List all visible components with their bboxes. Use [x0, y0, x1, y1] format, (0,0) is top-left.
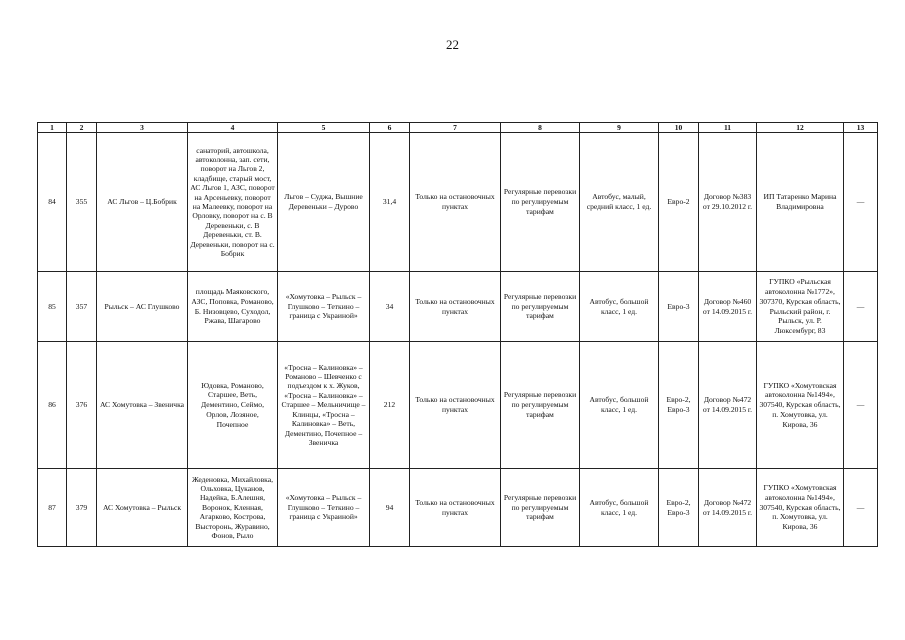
note: —: [844, 272, 878, 342]
route-streets: «Хомутовка – Рыльск – Глушково – Теткино – граница с Украиной»: [278, 469, 370, 547]
eco-class: Евро-2: [659, 133, 699, 272]
route-stops: площадь Маяковского, АЗС, Поповка, Романово, Б. Низовцево, Суходол, Ржава, Шагарово: [188, 272, 278, 342]
column-header: 11: [699, 123, 757, 133]
route-streets: «Тросна – Калиновка» – Романово – Шевченко с подъездом к х. Жуков, «Тросна – Калиновка» – Старшее – Мельничище – Клинцы, «Тросна – Калиновка» – Веть, Дементино, Почепное – Звеничка: [278, 342, 370, 469]
route-name: Рыльск – АС Глушково: [97, 272, 188, 342]
vehicles: Автобус, большой класс, 1 ед.: [580, 342, 659, 469]
eco-class: Евро-2, Евро-3: [659, 469, 699, 547]
column-header: 6: [370, 123, 410, 133]
eco-class: Евро-2, Евро-3: [659, 342, 699, 469]
column-header: 10: [659, 123, 699, 133]
transport-type: Регулярные перевозки по регулируемым тарифам: [501, 272, 580, 342]
header-row: [38, 123, 878, 133]
table-row: [38, 272, 878, 342]
boarding-procedure: Только на остановочных пунктах: [410, 469, 501, 547]
carrier: ИП Татаренко Марина Владимировна: [757, 133, 844, 272]
contract: Договор №472 от 14.09.2015 г.: [699, 469, 757, 547]
route-name: АС Льгов – Ц.Бобрик: [97, 133, 188, 272]
vehicles: Автобус, большой класс, 1 ед.: [580, 469, 659, 547]
route-length: 94: [370, 469, 410, 547]
boarding-procedure: Только на остановочных пунктах: [410, 133, 501, 272]
row-number: 84: [38, 133, 67, 272]
route-stops: Жеденовка, Михайловка, Ольховка, Цуканов, Надейка, Б.Алешня, Воронок, Кленная, Агарково, Кострова, Высторонь, Журавино, Фонов, Рыло: [188, 469, 278, 547]
table-row: [38, 133, 878, 272]
route-length: 34: [370, 272, 410, 342]
note: —: [844, 133, 878, 272]
column-header: 1: [38, 123, 67, 133]
column-header: 7: [410, 123, 501, 133]
boarding-procedure: Только на остановочных пунктах: [410, 272, 501, 342]
route-length: 31,4: [370, 133, 410, 272]
note: —: [844, 469, 878, 547]
carrier: ГУПКО «Хомутовская автоколонна №1494», 307540, Курская область, п. Хомутовка, ул. Кирова, 36: [757, 469, 844, 547]
route-number: 357: [67, 272, 97, 342]
column-header: 12: [757, 123, 844, 133]
carrier: ГУПКО «Хомутовская автоколонна №1494», 307540, Курская область, п. Хомутовка, ул. Кирова, 36: [757, 342, 844, 469]
row-number: 86: [38, 342, 67, 469]
route-number: 379: [67, 469, 97, 547]
routes-table: [37, 122, 878, 547]
transport-type: Регулярные перевозки по регулируемым тарифам: [501, 469, 580, 547]
page-number: 22: [446, 37, 459, 52]
route-streets: «Хомутовка – Рыльск – Глушково – Теткино – граница с Украиной»: [278, 272, 370, 342]
contract: Договор №383 от 29.10.2012 г.: [699, 133, 757, 272]
column-header: 3: [97, 123, 188, 133]
route-stops: санаторий, автошкола, автоколонна, зап. сети, поворот на Льгов 2, кладбище, старый мост, АС Льгов 1, АЗС, поворот на Арсеньевку, поворот на Малеевку, поворот на Орловку, поворот на с. В Деревеньки, с. В Деревеньки, ст. В. Деревеньки, поворот на с. Бобрик: [188, 133, 278, 272]
row-number: 87: [38, 469, 67, 547]
column-header: 5: [278, 123, 370, 133]
contract: Договор №460 от 14.09.2015 г.: [699, 272, 757, 342]
route-length: 212: [370, 342, 410, 469]
route-number: 355: [67, 133, 97, 272]
table-row: [38, 469, 878, 547]
carrier: ГУПКО «Рыльская автоколонна №1772», 307370, Курская область, Рыльский район, г. Рыльск, ул. Р. Люксембург, 83: [757, 272, 844, 342]
table-row: [38, 342, 878, 469]
route-name: АС Хомутовка – Звеничка: [97, 342, 188, 469]
transport-type: Регулярные перевозки по регулируемым тарифам: [501, 133, 580, 272]
boarding-procedure: Только на остановочных пунктах: [410, 342, 501, 469]
vehicles: Автобус, большой класс, 1 ед.: [580, 272, 659, 342]
contract: Договор №472 от 14.09.2015 г.: [699, 342, 757, 469]
column-header: 9: [580, 123, 659, 133]
route-streets: Льгов – Суджа, Вышние Деревеньки – Дурово: [278, 133, 370, 272]
route-number: 376: [67, 342, 97, 469]
column-header: 2: [67, 123, 97, 133]
note: —: [844, 342, 878, 469]
column-header: 4: [188, 123, 278, 133]
column-header: 8: [501, 123, 580, 133]
route-name: АС Хомутовка – Рыльск: [97, 469, 188, 547]
row-number: 85: [38, 272, 67, 342]
column-header: 13: [844, 123, 878, 133]
eco-class: Евро-3: [659, 272, 699, 342]
vehicles: Автобус, малый, средний класс, 1 ед.: [580, 133, 659, 272]
transport-type: Регулярные перевозки по регулируемым тарифам: [501, 342, 580, 469]
route-stops: Юдовка, Романово, Старшее, Веть, Дементино, Сеймо, Орлов, Лозяное, Почепное: [188, 342, 278, 469]
